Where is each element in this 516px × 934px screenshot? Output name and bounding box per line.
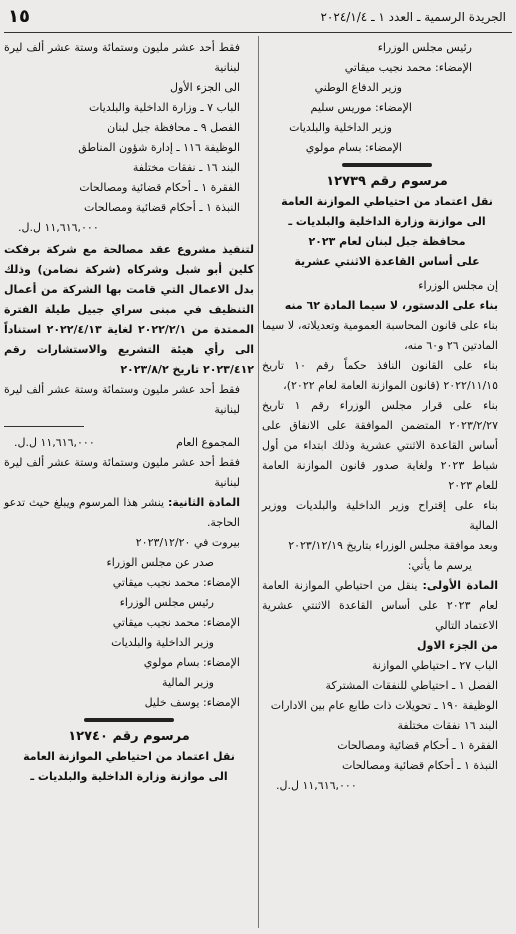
- preamble-clause: بناء على إقتراح وزير الداخلية والبلديات ووزير المالية: [262, 499, 498, 532]
- article-label: المادة الأولى:: [422, 579, 498, 592]
- signatory-title: وزير الداخلية والبلديات: [111, 636, 214, 649]
- signature: الإمضاء: محمد نجيب ميقاتي: [344, 61, 472, 74]
- decree-number: مرسوم رقم ١٢٧٣٩: [326, 174, 448, 189]
- budget-line: الفقرة ١ ـ أحكام قضائية ومصالحات: [337, 739, 498, 752]
- signatory-title: وزير الدفاع الوطني: [314, 81, 402, 94]
- signature: الإمضاء: موريس سليم: [310, 101, 412, 114]
- issued-by: صدر عن مجلس الوزراء: [106, 556, 214, 569]
- signature: الإمضاء: محمد نجيب ميقاتي: [112, 576, 240, 589]
- right-column: [262, 38, 512, 796]
- decree-formula: يرسم ما يأتي:: [407, 559, 472, 572]
- decree-title-line: نقل اعتماد من احتياطي الموازنة العامة: [23, 750, 235, 763]
- amount: ١١,٦١٦,٠٠٠ ل.ل.: [18, 221, 99, 234]
- preamble-clause: بناء على القانون النافذ حكماً رقم ١٠ تاريخ ٢٠٢٢/١١/١٥ (قانون الموازنة العامة لعام ٢٠٢٢)،: [262, 359, 498, 392]
- article-1: [262, 576, 512, 636]
- signature: الإمضاء: محمد نجيب ميقاتي: [112, 616, 240, 629]
- page-header: [0, 0, 516, 34]
- budget-line: الفقرة ١ ـ أحكام قضائية ومصالحات: [79, 181, 240, 194]
- column-divider: [258, 36, 259, 928]
- article-label: المادة الثانية:: [168, 496, 240, 509]
- left-column: [4, 38, 254, 787]
- signature: الإمضاء: بسام مولوي: [305, 141, 402, 154]
- header-rule: [4, 32, 512, 33]
- decree-number: مرسوم رقم ١٢٧٤٠: [68, 729, 190, 744]
- section-separator: [4, 713, 254, 727]
- signatory-title: رئيس مجلس الوزراء: [119, 596, 214, 609]
- budget-part: من الجزء الاول: [416, 639, 498, 652]
- budget-line: الباب ٢٧ ـ احتياطي الموازنة: [371, 659, 498, 672]
- budget-line: الوظيفة ١١٦ ـ إدارة شؤون المناطق: [78, 141, 240, 154]
- budget-line: النبذة ١ ـ أحكام قضائية ومصالحات: [84, 201, 240, 214]
- signature: الإمضاء: يوسف خليل: [144, 696, 240, 709]
- page-number: ١٥: [8, 6, 30, 27]
- budget-line: الباب ٧ ـ وزارة الداخلية والبلديات: [89, 101, 240, 114]
- total-rule: [4, 426, 84, 427]
- budget-line: النبذة ١ ـ أحكام قضائية ومصالحات: [342, 759, 498, 772]
- budget-part: الى الجزء الأول: [170, 81, 240, 94]
- signatory-title: وزير الداخلية والبلديات: [289, 121, 392, 134]
- decree-title-line: الى موازنة وزارة الداخلية والبلديات ـ: [288, 215, 486, 228]
- amount-in-words: فقط أحد عشر مليون وستمائة وستة عشر ألف ليرة لبنانية: [4, 41, 240, 74]
- grand-total-label: المجموع العام: [176, 436, 240, 449]
- gazette-title: الجريدة الرسمية ـ العدد ١ ـ ٢٠٢٤/١/٤: [320, 10, 506, 24]
- preamble: إن مجلس الوزراء: [418, 279, 498, 292]
- budget-line: الوظيفة ١٩٠ ـ تحويلات ذات طابع عام بين الادارات: [270, 699, 498, 712]
- budget-line: البند ١٦ نفقات مختلفة: [397, 719, 498, 732]
- signature: الإمضاء: بسام مولوي: [143, 656, 240, 669]
- decree-title-line: محافظة جبل لبنان لعام ٢٠٢٣: [308, 235, 466, 248]
- amount-in-words: فقط أحد عشر مليون وستمائة وستة عشر ألف ليرة لبنانية: [4, 456, 240, 489]
- amount-in-words: فقط أحد عشر مليون وستمائة وستة عشر ألف ليرة لبنانية: [4, 383, 240, 416]
- decree-title-line: الى موازنة وزارة الداخلية والبلديات ـ: [30, 770, 228, 783]
- issue-date: بيروت في ٢٠٢٣/١٢/٢٠: [135, 536, 240, 549]
- purpose-paragraph: لتنفيذ مشروع عقد مصالحة مع شركة برفكت كلين أبو شبل وشركاه (شركة نضامن) وذلك بدل الاعمال التي قامت بها الشركة من أعمال التنظيف في مبنى سراي جبيل طيلة الفترة الممتدة من ٢٠٢٢/٢/١ لغاية ٢٠٢٢/٤/١٣ استناداً الى رأي هيئة التشريع والاستشارات رقم ٢٠٢٣/٤١٢ تاريخ ٢٠٢٣/٨/٢: [4, 243, 254, 376]
- signatory-title: رئيس مجلس الوزراء: [377, 41, 472, 54]
- budget-line: الفصل ١ ـ احتياطي للنفقات المشتركة: [325, 679, 498, 692]
- preamble-clause: بناء على قانون المحاسبة العمومية وتعديلاته، لا سيما المادتين ٢٦ و٦٠ منه،: [262, 319, 498, 352]
- budget-line: البند ١٦ ـ نفقات مختلفة: [132, 161, 240, 174]
- preamble-clause: وبعد موافقة مجلس الوزراء بتاريخ ٢٠٢٣/١٢/١٩: [288, 539, 498, 552]
- signatory-title: وزير المالية: [162, 676, 214, 689]
- article-2: [4, 493, 254, 533]
- section-separator: [262, 158, 512, 172]
- amount: ١١,٦١٦,٠٠٠ ل.ل.: [276, 779, 357, 792]
- article-text: ينقل من احتياطي الموازنة العامة لعام ٢٠٢٣ على أساس القاعدة الاثنتي عشرية الاعتماد التالي: [262, 579, 498, 632]
- grand-total-row: [4, 433, 254, 453]
- budget-line: الفصل ٩ ـ محافظة جبل لبنان: [107, 121, 240, 134]
- grand-total-amount: ١١,٦١٦,٠٠٠ ل.ل.: [14, 436, 95, 449]
- article-text: ينشر هذا المرسوم ويبلغ حيث تدعو الحاجة.: [4, 496, 240, 529]
- preamble-clause: بناء على قرار مجلس الوزراء رقم ١ تاريخ ٢٠٢٣/٢/٢٧ المتضمن الموافقة على الانفاق على أساس القاعدة الاثنتي عشرية وذلك ابتداء من أول شباط ٢٠٢٣ ولغاية صدور قانون الموازنة العامة للعام ٢٠٢٣: [262, 399, 498, 492]
- decree-title-line: نقل اعتماد من احتياطي الموازنة العامة: [281, 195, 493, 208]
- decree-title-line: على أساس القاعدة الاثنتي عشرية: [294, 255, 480, 268]
- preamble-clause: بناء على الدستور، لا سيما المادة ٦٢ منه: [284, 299, 498, 312]
